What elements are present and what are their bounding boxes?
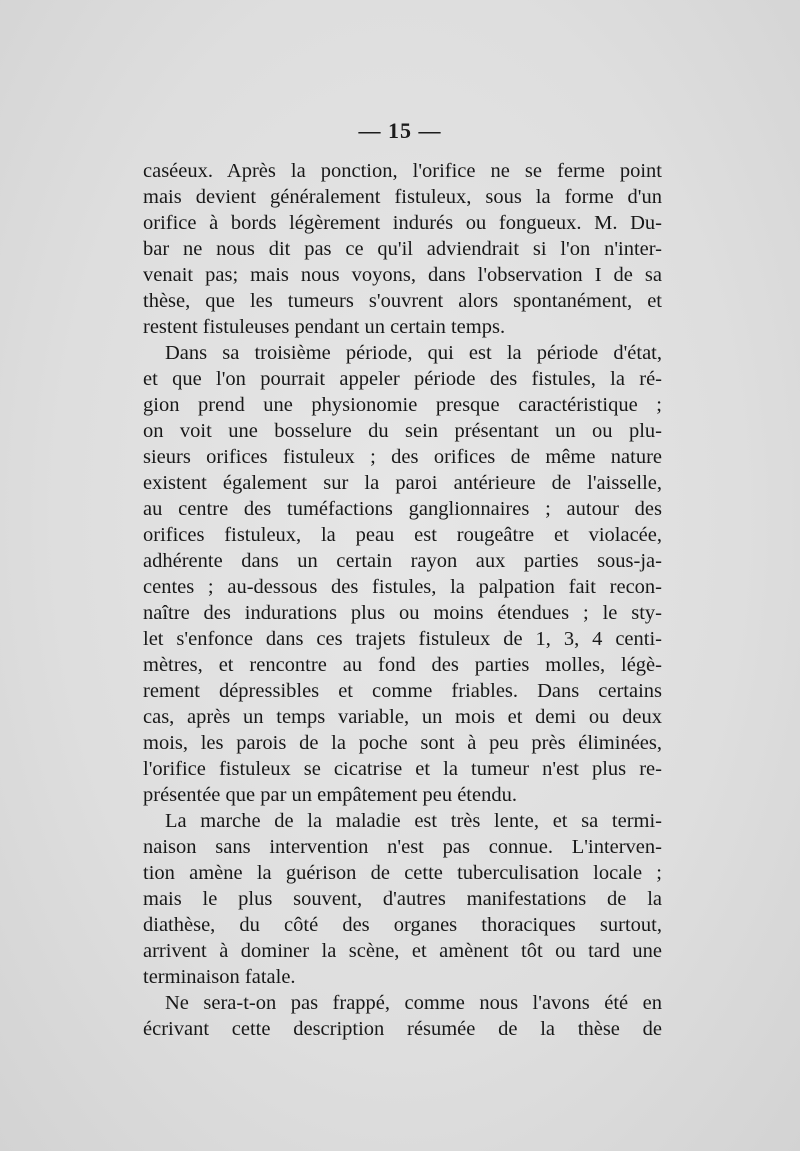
text-line: gion prend une physionomie presque caractéristique ; [143,394,662,416]
text-line: orifices fistuleux, la peau est rougeâtre et violacée, [143,524,662,546]
text-line: diathèse, du côté des organes thoraciques surtout, [143,914,662,936]
text-line: Ne sera-t-on pas frappé, comme nous l'avons été en [165,992,662,1014]
paragraph [143,990,662,1042]
text-line: mais devient généralement fistuleux, sous la forme d'un [143,186,662,208]
text-line: centes ; au-dessous des fistules, la palpation fait recon- [143,576,662,598]
text-line: l'orifice fistuleux se cicatrise et la tumeur n'est plus re- [143,758,662,780]
text-line: caséeux. Après la ponction, l'orifice ne se ferme point [143,160,662,182]
text-line: Dans sa troisième période, qui est la période d'état, [165,342,662,364]
text-line: rement dépressibles et comme friables. Dans certains [143,680,662,702]
text-line: au centre des tuméfactions ganglionnaires ; autour des [143,498,662,520]
text-line: venait pas; mais nous voyons, dans l'observation I de sa [143,264,662,286]
text-line: thèse, que les tumeurs s'ouvrent alors spontanément, et [143,290,662,312]
text-line: mètres, et rencontre au fond des parties molles, légè- [143,654,662,676]
text-line: mois, les parois de la poche sont à peu près éliminées, [143,732,662,754]
text-line: sieurs orifices fistuleux ; des orifices de même nature [143,446,662,468]
paragraph [143,340,662,808]
text-line: let s'enfonce dans ces trajets fistuleux de 1, 3, 4 centi- [143,628,662,650]
text-line: on voit une bosselure du sein présentant un ou plu- [143,420,662,442]
text-line: restent fistuleuses pendant un certain temps. [143,316,506,338]
text-line: et que l'on pourrait appeler période des fistules, la ré- [143,368,662,390]
body-text [143,158,662,1042]
paragraph [143,808,662,990]
text-line: écrivant cette description résumée de la thèse de [143,1018,662,1040]
text-line: adhérente dans un certain rayon aux parties sous-ja- [143,550,662,572]
page-number: — 15 — [358,118,442,143]
text-line: bar ne nous dit pas ce qu'il adviendrait si l'on n'inter- [143,238,662,260]
text-line: terminaison fatale. [143,966,296,988]
text-line: arrivent à dominer la scène, et amènent tôt ou tard une [143,940,662,962]
text-line: cas, après un temps variable, un mois et demi ou deux [143,706,662,728]
text-line: naison sans intervention n'est pas connue. L'interven- [143,836,662,858]
text-line: La marche de la maladie est très lente, et sa termi- [165,810,662,832]
text-line: naître des indurations plus ou moins étendues ; le sty- [143,602,662,624]
text-line: présentée que par un empâtement peu étendu. [143,784,517,806]
text-line: tion amène la guérison de cette tuberculisation locale ; [143,862,662,884]
text-line: existent également sur la paroi antérieure de l'aisselle, [143,472,662,494]
text-line: mais le plus souvent, d'autres manifestations de la [143,888,662,910]
text-line: orifice à bords légèrement indurés ou fongueux. M. Du- [143,212,662,234]
paragraph [143,158,662,340]
